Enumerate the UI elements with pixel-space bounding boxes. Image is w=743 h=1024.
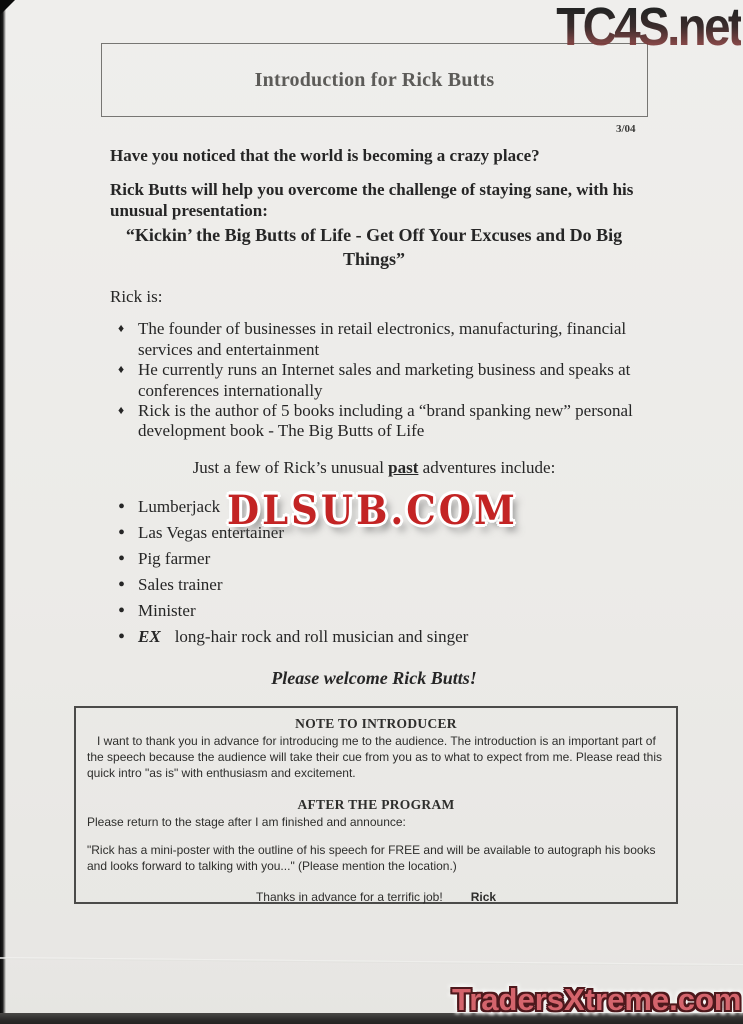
intro-question: Have you noticed that the world is becoming a crazy place? [110, 146, 540, 165]
adventures-heading-prefix: Just a few of Rick’s unusual [192, 457, 389, 477]
date-label: 3/04 [616, 123, 636, 135]
page-title: Introduction for Rick Butts [254, 68, 495, 91]
after-program-line: Please return to the stage after I am finished and announce: [87, 814, 406, 829]
watermark-tc4s: TC4S.net [556, 0, 741, 57]
adventures-heading [110, 458, 638, 478]
document-body [110, 140, 638, 690]
intro-lead: Rick Butts will help you overcome the challenge of staying sane, with his unusual presentation: [110, 180, 634, 220]
ex-text: long-hair rock and roll musician and singer [174, 627, 469, 647]
list-item: • Minister [138, 598, 638, 624]
welcome-line: Please welcome Rick Butts! [271, 668, 477, 689]
ex-emphasis: EX [138, 627, 161, 647]
note-to-introducer-box [74, 706, 678, 904]
note-section-title: NOTE TO INTRODUCER [295, 716, 457, 731]
watermark-tradersxtreme: TradersXtreme.com [452, 982, 742, 1017]
list-item: ♦ Rick is the author of 5 books including a “brand spanking new” personal development book - The Big Butts of Life [138, 401, 638, 442]
paper-crease-line [0, 957, 743, 966]
scan-edge-shadow [0, 0, 6, 1024]
scan-corner-artifact [0, 0, 15, 15]
thanks-text: Thanks in advance for a terrific job! [255, 889, 443, 904]
adventures-heading-emphasis: past [388, 457, 419, 477]
presentation-title: “Kickin’ the Big Butts of Life - Get Off Your Excuses and Do Big Things” [125, 225, 623, 269]
rick-bio-list [110, 319, 638, 441]
thanks-row [87, 890, 665, 906]
note-paragraph: I want to thank you in advance for introducing me to the audience. The introduction is an important part of the speech because the audience will take their cue from you as to what to expect from me. Please read this quick intro "as is" with enthusiasm and excitement. [87, 733, 662, 780]
announce-paragraph: "Rick has a mini-poster with the outline of his speech for FREE and will be available to autograph his books and looks forward to talking with you..." (Please mention the location.) [87, 842, 656, 873]
rick-is-label: Rick is: [110, 286, 163, 306]
after-program-title: AFTER THE PROGRAM [297, 796, 455, 812]
list-item: • Las Vegas entertainer [138, 520, 638, 546]
signature: Rick [470, 889, 497, 904]
list-item: • Sales trainer [138, 572, 638, 598]
adventures-heading-suffix: adventures include: [418, 457, 556, 477]
list-item: • Lumberjack [138, 494, 638, 520]
list-item: ♦ He currently runs an Internet sales and marketing business and speaks at conferences internationally [138, 360, 638, 401]
list-item-ex [138, 624, 638, 650]
watermark-dlsub: DLSUB.COM [227, 486, 518, 534]
list-item: • Pig farmer [138, 546, 638, 572]
list-item: ♦ The founder of businesses in retail electronics, manufacturing, financial services and entertainment [138, 319, 638, 360]
